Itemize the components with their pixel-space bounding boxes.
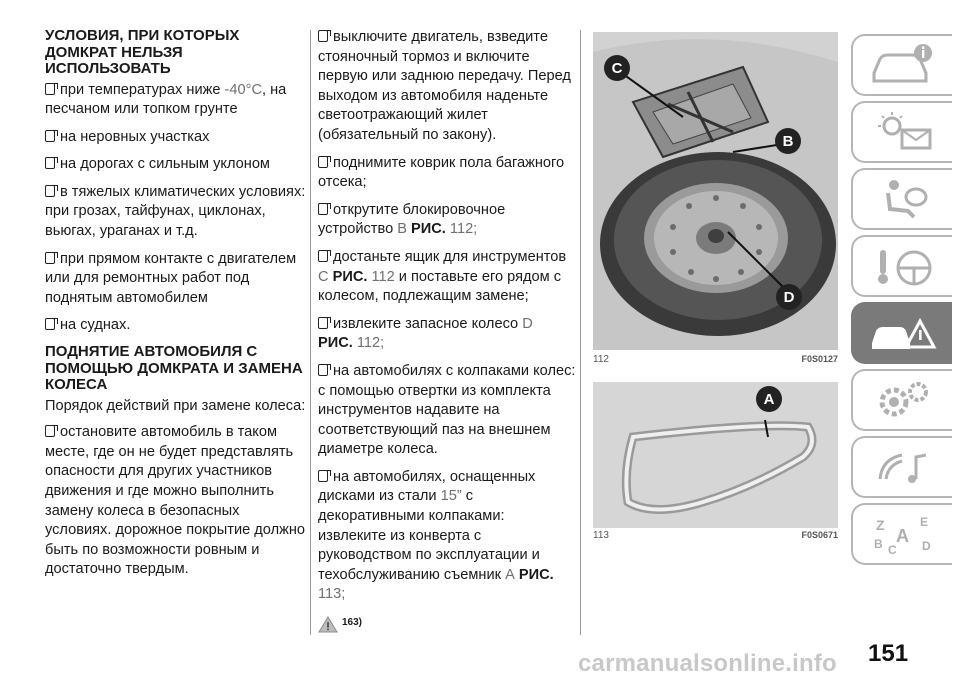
seat-airbag-icon xyxy=(868,177,938,221)
figure-112-spare-wheel xyxy=(593,32,838,350)
tab-servicing-maintenance[interactable] xyxy=(851,369,952,431)
list-item: поднимите коврик пола багажного отсека; xyxy=(318,154,565,191)
heading-lifting-and-wheel-change: ПОДНЯТИЕ АВТОМОБИЛЯ С ПОМОЩЬЮ ДОМКРАТА И ЗАМЕНА КОЛЕСА xyxy=(45,343,303,394)
list-item: открутите блокировочное устройство B РИС. 112; xyxy=(318,201,506,238)
svg-text:Z: Z xyxy=(875,516,885,533)
list-item: на автомобилях с колпаками колес: с помощью отвертки из комплекта инструментов надавите на соответствующий паз на внешнем диаметре колеса. xyxy=(318,362,576,458)
list-item: при прямом контакте с двигателем или для ремонтных работ под поднятым автомобилем xyxy=(45,250,297,306)
bullet-icon xyxy=(45,425,55,437)
list-item: на суднах. xyxy=(45,316,307,336)
key-and-steering-wheel-icon xyxy=(868,244,938,288)
svg-text:A: A xyxy=(895,525,909,546)
svg-text:D: D xyxy=(921,538,931,553)
breakdown-warning-icon xyxy=(868,311,938,355)
tab-multimedia[interactable] xyxy=(851,436,952,498)
callout-c: C xyxy=(604,55,630,81)
tab-dashboard-knowledge[interactable] xyxy=(851,34,952,96)
figure-code: F0S0671 xyxy=(801,530,838,540)
figure-number: 113 xyxy=(593,530,609,541)
chapter-tabs xyxy=(851,34,952,570)
alphabet-index-icon xyxy=(868,512,938,556)
list-item: на автомобилях, оснащенных дисками из стали 15” с декоративными колпаками: извлеките из конверта с руководством по эксплуатации и техобслуживанию съемник A РИС. 113; xyxy=(318,468,554,603)
list-item: на неровных участках xyxy=(45,128,307,148)
column-divider xyxy=(580,30,581,635)
bullet-icon xyxy=(45,83,55,95)
callout-a: A xyxy=(756,386,782,412)
wire-remover-illustration xyxy=(593,382,838,528)
warning-triangle-icon xyxy=(318,616,338,633)
list-item: извлеките запасное колесо D РИС. 112; xyxy=(318,315,533,352)
svg-text:C: C xyxy=(887,542,897,556)
figure-113-wheel-cap-remover xyxy=(593,382,838,528)
list-item: достаньте ящик для инструментов C РИС. 112 и поставьте его рядом с колесом, подлежащим замене; xyxy=(318,248,567,305)
callout-d: D xyxy=(776,284,802,310)
page-number: 151 xyxy=(868,640,909,667)
spare-wheel-illustration xyxy=(593,32,838,350)
column-divider xyxy=(310,30,311,635)
warning-reference: 163) xyxy=(318,613,576,633)
tab-safety[interactable] xyxy=(851,168,952,230)
figure-number: 112 xyxy=(593,354,609,365)
bullet-icon xyxy=(318,250,328,262)
left-column xyxy=(45,28,307,588)
list-item: выключите двигатель, взведите стояночный тормоз и включите первую или заднюю передачу. Перед выходом из автомобиля наденьте светоотражающий жилет (обязательный по закону). xyxy=(318,29,571,143)
bullet-icon xyxy=(318,470,328,482)
tab-index[interactable] xyxy=(851,503,952,565)
list-item: при температурах ниже -40°C, на песчаном или топком грунте xyxy=(45,81,287,118)
lights-and-message-icon xyxy=(868,110,938,154)
bullet-icon xyxy=(318,30,328,42)
list-item: на дорогах с сильным уклоном xyxy=(45,155,307,175)
music-and-satellite-icon xyxy=(868,445,938,489)
list-item: остановите автомобиль в таком месте, где он не будет представлять опасности для других участников движения и где можно выполнить замену колеса в безопасных условиях. дорожное покрытие должно быть по возможности ровным и достаточно твердым. xyxy=(45,424,306,578)
bullet-icon xyxy=(318,156,328,168)
callout-b: B xyxy=(775,128,801,154)
intro-paragraph: Порядок действий при замене колеса: xyxy=(45,397,306,414)
figure-112-caption xyxy=(593,354,838,365)
figure-code: F0S0127 xyxy=(801,354,838,364)
gears-icon xyxy=(868,378,938,422)
bullet-icon xyxy=(45,252,55,264)
tab-in-an-emergency[interactable] xyxy=(851,302,952,364)
bullet-icon xyxy=(45,185,55,197)
bullet-icon xyxy=(318,203,328,215)
list-item: в тяжелых климатических условиях: при грозах, тайфунах, циклонах, вьюгах, ураганах и т.д. xyxy=(45,183,306,240)
bullet-icon xyxy=(45,318,55,330)
bullet-icon xyxy=(45,157,55,169)
svg-text:B: B xyxy=(873,536,883,551)
tab-starting-driving[interactable] xyxy=(851,235,952,297)
figure-113-caption xyxy=(593,530,838,541)
bullet-icon xyxy=(318,317,328,329)
middle-column xyxy=(318,28,576,633)
watermark: carmanualsonline.info xyxy=(578,650,837,677)
tab-safety-lights[interactable] xyxy=(851,101,952,163)
bullet-icon xyxy=(318,364,328,376)
bullet-icon xyxy=(45,130,55,142)
heading-jack-restrictions: УСЛОВИЯ, ПРИ КОТОРЫХ ДОМКРАТ НЕЛЬЗЯ ИСПОЛЬЗОВАТЬ xyxy=(45,27,240,77)
svg-text:E: E xyxy=(919,514,928,529)
car-info-icon xyxy=(868,43,938,87)
